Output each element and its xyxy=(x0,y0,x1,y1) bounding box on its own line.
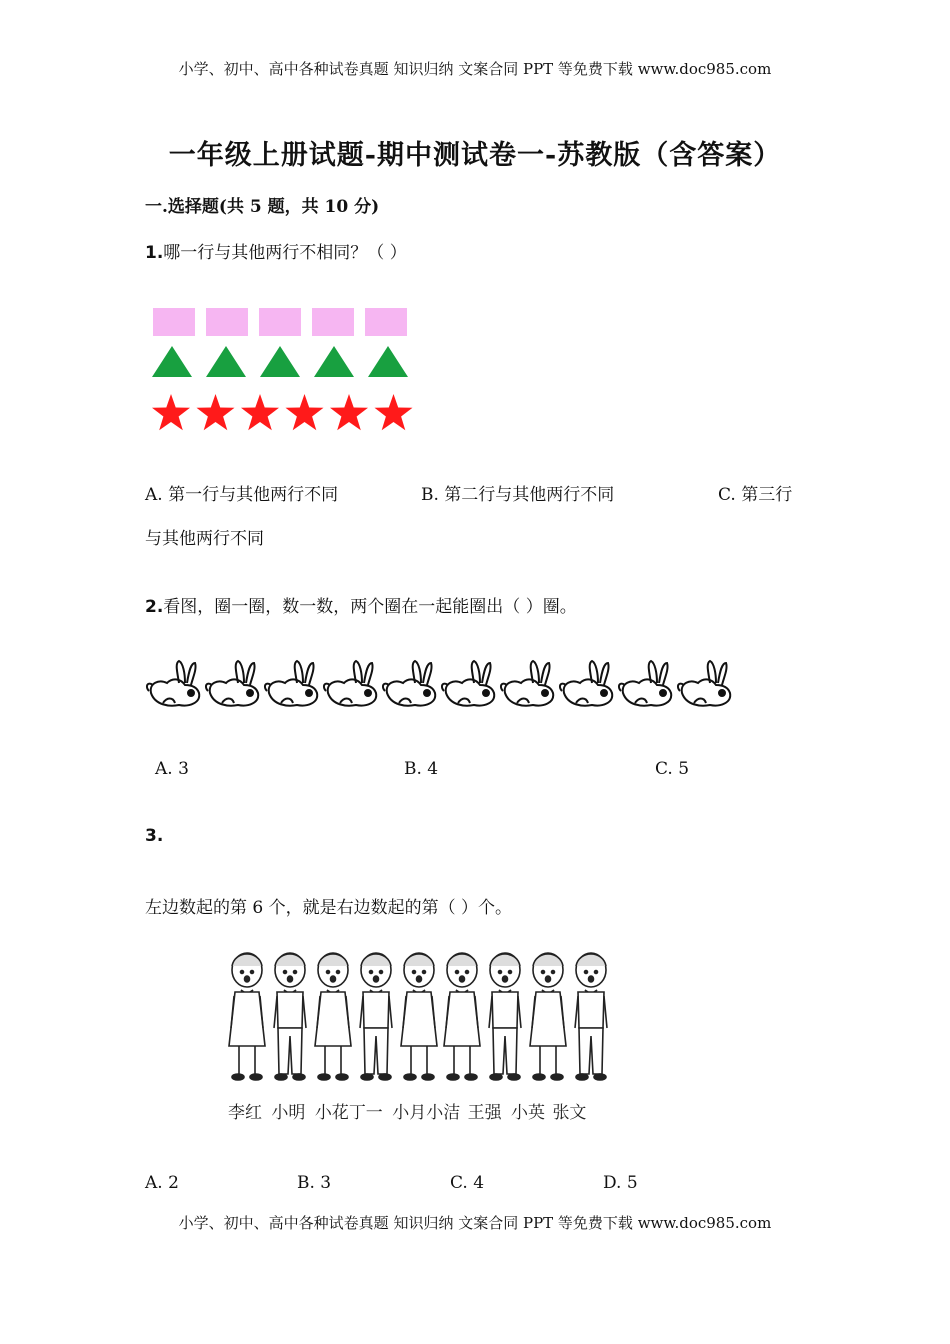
child-figure xyxy=(444,953,480,1080)
rabbits-figure xyxy=(145,655,745,715)
rabbit-icon xyxy=(147,661,199,706)
rabbit-icon xyxy=(560,661,612,706)
rabbit-icon xyxy=(383,661,435,706)
green-triangle xyxy=(152,346,192,377)
q3-option-c[interactable]: C. 4 xyxy=(450,1173,485,1193)
pink-rectangle xyxy=(153,308,195,336)
child-figure xyxy=(315,953,351,1080)
child-name: 张文 xyxy=(552,1103,587,1123)
section-heading: 一.选择题(共 5 题，共 10 分) xyxy=(145,197,380,217)
q2-option-c[interactable]: C. 5 xyxy=(655,759,690,779)
q1-option-a[interactable]: A. 第一行与其他两行不同 xyxy=(145,485,339,505)
rabbit-icon xyxy=(206,661,258,706)
question-number: 2. xyxy=(145,597,164,617)
page-footer: 小学、初中、高中各种试卷真题 知识归纳 文案合同 PPT 等免费下载 www.doc985.com xyxy=(178,1214,772,1232)
question-text: 哪一行与其他两行不相同？（ ） xyxy=(163,243,407,263)
red-star xyxy=(241,394,279,430)
page-header: 小学、初中、高中各种试卷真题 知识归纳 文案合同 PPT 等免费下载 www.doc985.com xyxy=(178,60,772,78)
question-2 xyxy=(145,592,577,617)
child-name: 王强 xyxy=(467,1103,502,1123)
red-star xyxy=(152,394,190,430)
question-3-text: 左边数起的第 6 个，就是右边数起的第（ ）个。 xyxy=(145,898,513,918)
document-title: 一年级上册试题-期中测试卷一-苏教版（含答案） xyxy=(168,140,782,171)
red-star xyxy=(330,394,368,430)
q1-option-c-continued: 与其他两行不同 xyxy=(145,529,264,549)
green-triangle xyxy=(368,346,408,377)
child-figure xyxy=(489,953,521,1080)
q3-option-b[interactable]: B. 3 xyxy=(297,1173,332,1193)
child-name: 小月 xyxy=(392,1103,427,1123)
child-figure xyxy=(401,953,437,1080)
child-figure xyxy=(229,953,265,1080)
rabbit-icon xyxy=(678,661,730,706)
q2-option-b[interactable]: B. 4 xyxy=(404,759,439,779)
children-figure xyxy=(222,948,617,1083)
red-star xyxy=(197,394,235,430)
shapes-figure xyxy=(145,300,425,440)
rabbit-icon xyxy=(501,661,553,706)
question-text: 看图，圈一圈，数一数，两个圈在一起能圈出（ ）圈。 xyxy=(163,597,577,617)
child-name: 小英 xyxy=(511,1103,546,1123)
green-triangle xyxy=(206,346,246,377)
question-number: 3. xyxy=(145,826,164,846)
child-name: 李红 xyxy=(228,1103,262,1123)
pink-rectangle xyxy=(312,308,354,336)
child-figure xyxy=(530,953,566,1080)
q3-option-d[interactable]: D. 5 xyxy=(603,1173,638,1193)
green-triangle xyxy=(260,346,300,377)
red-star xyxy=(375,394,413,430)
rabbit-icon xyxy=(265,661,317,706)
child-figure xyxy=(360,953,392,1080)
child-name: 小洁 xyxy=(426,1103,461,1123)
child-figure xyxy=(274,953,306,1080)
rabbit-icon xyxy=(442,661,494,706)
children-names-row xyxy=(228,1098,586,1123)
question-1 xyxy=(145,238,407,263)
red-star xyxy=(286,394,324,430)
pink-rectangle xyxy=(259,308,301,336)
rabbit-icon xyxy=(619,661,671,706)
child-figure xyxy=(575,953,607,1080)
q1-option-b[interactable]: B. 第二行与其他两行不同 xyxy=(421,485,615,505)
question-3 xyxy=(145,826,163,846)
child-name: 小明 xyxy=(271,1103,306,1123)
pink-rectangle xyxy=(206,308,248,336)
pink-rectangle xyxy=(365,308,407,336)
child-name: 丁一 xyxy=(348,1103,383,1123)
question-number: 1. xyxy=(145,243,164,263)
q2-option-a[interactable]: A. 3 xyxy=(155,759,189,779)
green-triangle xyxy=(314,346,354,377)
rabbit-icon xyxy=(324,661,376,706)
q3-option-a[interactable]: A. 2 xyxy=(145,1173,179,1193)
q1-option-c[interactable]: C. 第三行 xyxy=(718,485,793,505)
child-name: 小花 xyxy=(314,1103,349,1123)
